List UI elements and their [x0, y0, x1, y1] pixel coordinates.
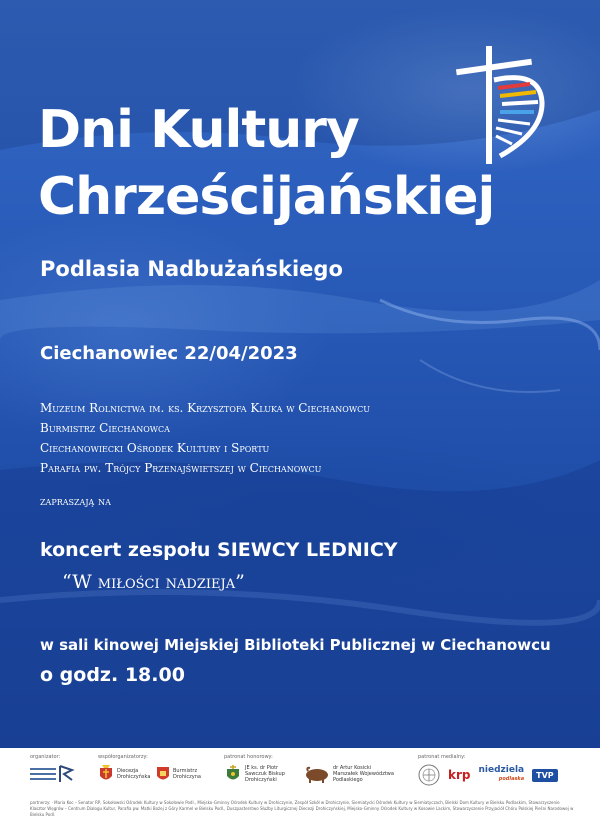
honorary-label: patronat honorowy: [224, 754, 273, 760]
krp-logo: krp [448, 768, 471, 782]
cidd-seal-icon [418, 764, 440, 786]
honorary-name: JE ks. dr Piotr Sawczuk Biskup Drohiczyński [245, 765, 285, 783]
coorganizers-label: współorganizatorzy: [98, 754, 148, 760]
organizer-item: Burmistrz Ciechanowca [40, 421, 170, 435]
footer-organizer [30, 754, 76, 784]
coorganizer-item [98, 764, 151, 784]
honorary-item [304, 765, 395, 783]
partners-text: partnerzy: · Maria Koc – Senator RP, Sokołowski Ośrodek Kultury w Sokołowie Podl., Miejsko-Gminny Ośrodek Kultury w Drohiczynie, Zespół Szkół w Drohiczynie, Siemiatycki Ośrodek Kultury w Siemiatyczach, Bielski Dom Kultury w Bielsku Podlaskim, Stowarzyszenie Klasztor Węgrów – Centrum Dialogu Kultur, Parafia pw. Matki Bożej z Góry Karmel w Bielsku Podl., Duszpasterstwo Służby Liturgicznej Diecezji Drohiczyńskiej, Miejsko-Gminny Ośrodek Kultury w Kosowie Lackim, Stowarzyszenie Przyjaciół Chóru Polskiej Pieśni Narodowej w Bielsku Podl. [30, 800, 574, 817]
title-line-1: Dni Kultury [38, 100, 359, 160]
concert-line: koncert zespołu SIEWCY LEDNICY [40, 539, 398, 561]
region-bison-icon [304, 765, 330, 783]
footer-media [418, 754, 558, 786]
organizer-item: Parafia pw. Trójcy Przenajświetszej w Ciechanowcu [40, 461, 322, 475]
venue-text: w sali kinowej Miejskiej Biblioteki Publicznej w Ciechanowcu [40, 636, 551, 654]
niedziela-sub: podlaska [498, 776, 525, 782]
organizer-item: Ciechanowiecki Ośrodek Kultury i Sportu [40, 441, 270, 455]
concert-title: “W miłości nadzieja” [62, 571, 245, 593]
coorganizer-name: Diecezja Drohiczyńska [117, 768, 151, 780]
tvp-logo: TVP [532, 769, 558, 782]
honorary-name: dr Artur Kosicki Marszałek Województwa Podlaskiego [333, 765, 394, 783]
honorary-item [224, 764, 299, 784]
event-time: o godz. 18.00 [40, 664, 185, 686]
town-crest-icon [156, 765, 170, 783]
event-logo [448, 40, 558, 170]
bishop-crest-icon [224, 764, 242, 784]
event-date: Ciechanowiec 22/04/2023 [40, 343, 298, 364]
media-label: patronat medialny: [418, 754, 466, 760]
niedziela-name: niedziela [478, 765, 525, 775]
niedziela-logo [479, 766, 525, 784]
footer [0, 748, 600, 835]
footer-honorary [224, 754, 395, 784]
organizer-label: organizator: [30, 754, 61, 760]
organizers-list [40, 398, 370, 478]
title-line-2: Chrześcijańskiej [38, 167, 495, 227]
title-subtitle: Podlasia Nadbużańskiego [40, 257, 343, 281]
organizer-item: Muzeum Rolnictwa im. ks. Krzysztofa Kluka w Ciechanowcu [40, 401, 370, 415]
invite-text: zapraszają na [40, 494, 111, 508]
diocese-crest-icon [98, 764, 114, 784]
coorganizer-item [156, 765, 203, 783]
footer-coorganizers [98, 754, 203, 784]
coorganizer-name: Burmistrz Drohiczyna [173, 768, 201, 780]
museum-logo [30, 764, 76, 784]
